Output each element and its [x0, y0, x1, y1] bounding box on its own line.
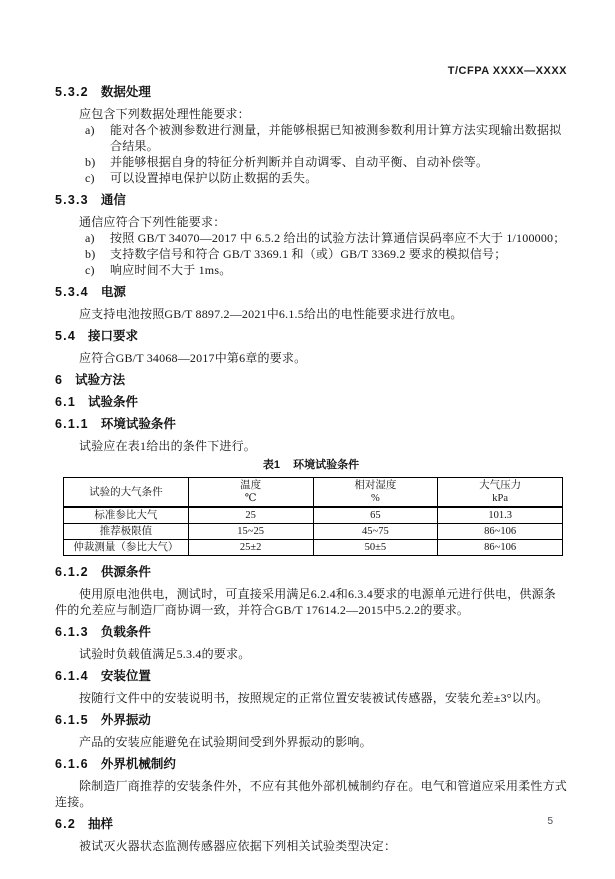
heading-6-1-6 — [55, 756, 567, 772]
table-cell: 推荐极限值 — [64, 524, 189, 540]
heading-title: 外界机械制约 — [100, 757, 176, 771]
heading-6-1 — [55, 394, 567, 410]
list-item — [55, 262, 567, 278]
table-body — [64, 507, 563, 556]
table-cell: 101.3 — [438, 507, 563, 524]
paragraph-sampling: 被试灭火器状态监测传感器应依据下列相关试验类型决定： — [79, 839, 397, 853]
list-item-label: b) — [85, 247, 96, 261]
heading-number: 6.1.6 — [55, 757, 89, 771]
heading-title: 负载条件 — [100, 625, 151, 639]
heading-title: 环境试验条件 — [100, 417, 176, 431]
table-cell: 86~106 — [438, 524, 563, 540]
table-cell: 86~106 — [438, 540, 563, 556]
env-conditions-table — [63, 477, 563, 556]
heading-number: 5.3.4 — [55, 285, 89, 299]
table-caption-title: 环境试验条件 — [293, 459, 360, 471]
paragraph-mechanical: 除制造厂商推荐的安装条件外，不应有其他外部机械制约存在。电气和管道应采用柔性方式连接。 — [55, 779, 568, 809]
heading-5-3-4 — [55, 284, 567, 300]
table-header-row — [64, 478, 563, 508]
heading-5-3-2 — [55, 84, 567, 100]
list-item-label: a) — [85, 123, 95, 137]
heading-5-4 — [55, 328, 567, 344]
table-cell: 45~75 — [313, 524, 438, 540]
paragraph-mounting: 按随行文件中的安装说明书，按照规定的正常位置安装被试传感器，安装允差±3°以内。 — [79, 691, 549, 705]
list-item-text: 并能够根据自身的特征分析判断并自动调零、自动平衡、自动补偿等。 — [110, 155, 489, 169]
table-cell: 25 — [188, 507, 313, 524]
heading-number: 6 — [55, 373, 64, 387]
heading-6 — [55, 372, 567, 388]
paragraph-power: 应支持电池按照GB/T 8897.2—2021中6.1.5给出的电性能要求进行放电。 — [79, 307, 463, 321]
list-item-label: c) — [85, 263, 95, 277]
heading-number: 6.1.5 — [55, 713, 89, 727]
heading-number: 5.3.2 — [55, 85, 89, 99]
list-item — [55, 170, 567, 186]
heading-6-1-5 — [55, 712, 567, 728]
heading-title: 试验条件 — [87, 395, 138, 409]
heading-5-3-3 — [55, 192, 567, 208]
table-cell: 仲裁测量（参比大气） — [64, 540, 189, 556]
paragraph-data-processing-intro: 应包含下列数据处理性能要求： — [79, 107, 250, 121]
heading-6-1-4 — [55, 668, 567, 684]
paragraph-supply: 使用原电池供电，测试时，可直接采用满足6.2.4和6.3.4要求的电源单元进行供电，供源条件的允差应与制造厂商协调一致，并符合GB/T 17614.2—2015中5.2.2的要求。 — [55, 587, 557, 617]
list-item-label: b) — [85, 155, 96, 169]
heading-title: 数据处理 — [100, 85, 151, 99]
table-row — [64, 540, 563, 556]
heading-6-1-1 — [55, 416, 567, 432]
heading-number: 6.1.4 — [55, 669, 89, 683]
list-item — [55, 230, 567, 246]
list-item-text: 可以设置掉电保护以防止数据的丢失。 — [110, 171, 318, 185]
heading-title: 供源条件 — [100, 565, 151, 579]
heading-number: 5.4 — [55, 329, 76, 343]
table-row — [64, 507, 563, 524]
table-cell: 65 — [313, 507, 438, 524]
table-cell: 50±5 — [313, 540, 438, 556]
list-item — [55, 246, 567, 262]
heading-number: 6.1.3 — [55, 625, 89, 639]
paragraph-load: 试验时负载值满足5.3.4的要求。 — [79, 647, 251, 661]
list-item-text: 响应时间不大于 1ms。 — [110, 263, 232, 277]
heading-6-1-2 — [55, 564, 567, 580]
standard-number-header: T/CFPA XXXX—XXXX — [447, 65, 567, 77]
col-header-humidity: 相对湿度 % — [313, 478, 438, 508]
heading-number: 6.2 — [55, 817, 76, 831]
list-item-label: a) — [85, 231, 95, 245]
table-cell: 25±2 — [188, 540, 313, 556]
table-cell: 15~25 — [188, 524, 313, 540]
list-item-text: 支持数字信号和符合 GB/T 3369.1 和（或）GB/T 3369.2 要求的模拟信号； — [110, 247, 507, 261]
heading-number: 6.1.1 — [55, 417, 89, 431]
col-header-pressure: 大气压力 kPa — [438, 478, 563, 508]
table-row — [64, 524, 563, 540]
heading-title: 电源 — [100, 285, 126, 299]
heading-title: 试验方法 — [75, 373, 126, 387]
table-caption — [55, 458, 567, 472]
list-item — [55, 154, 567, 170]
heading-6-1-3 — [55, 624, 567, 640]
heading-title: 抽样 — [87, 817, 113, 831]
list-item-text: 按照 GB/T 34070—2017 中 6.5.2 给出的试验方法计算通信误码率应不大于 1/100000； — [110, 231, 566, 245]
table-cell: 标准参比大气 — [64, 507, 189, 524]
table-caption-label: 表1 — [262, 459, 281, 471]
list-item — [55, 122, 567, 154]
col-header-atmosphere: 试验的大气条件 — [64, 478, 189, 508]
list-item-text: 能对各个被测参数进行测量，并能够根据已知被测参数利用计算方法实现输出数据拟合结果。 — [110, 123, 562, 153]
heading-title: 安装位置 — [100, 669, 151, 683]
heading-title: 外界振动 — [100, 713, 151, 727]
col-header-temperature: 温度 ℃ — [188, 478, 313, 508]
paragraph-env-conditions: 试验应在表1给出的条件下进行。 — [79, 439, 257, 453]
heading-number: 6.1 — [55, 395, 76, 409]
heading-number: 6.1.2 — [55, 565, 89, 579]
heading-title: 通信 — [100, 193, 126, 207]
heading-6-2 — [55, 816, 567, 832]
paragraph-interface: 应符合GB/T 34068—2017中第6章的要求。 — [79, 351, 307, 365]
list-item-label: c) — [85, 171, 95, 185]
heading-number: 5.3.3 — [55, 193, 89, 207]
page-number: 5 — [547, 816, 553, 827]
heading-title: 接口要求 — [87, 329, 138, 343]
paragraph-communication-intro: 通信应符合下列性能要求： — [79, 215, 226, 229]
paragraph-vibration: 产品的安装应能避免在试验期间受到外界振动的影响。 — [79, 735, 372, 749]
table-header — [64, 478, 563, 508]
